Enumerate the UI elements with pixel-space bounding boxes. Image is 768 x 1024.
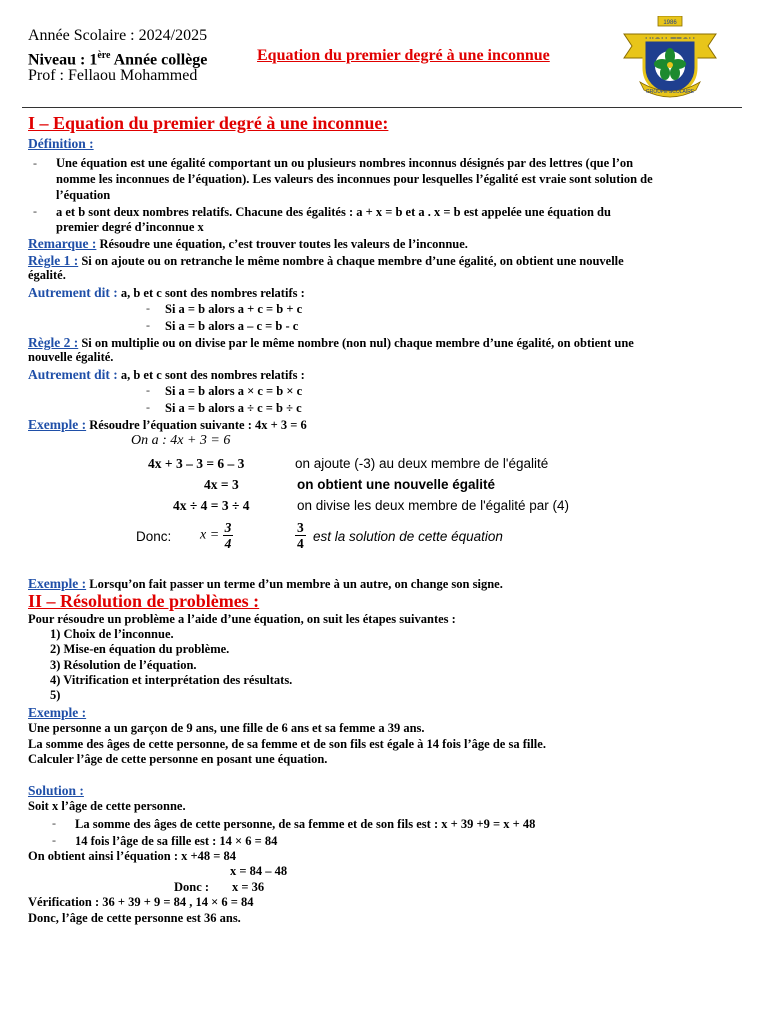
- solution-numerator: 3: [297, 520, 304, 535]
- fraction-numerator: 3: [224, 520, 232, 535]
- bullet-dash: -: [146, 383, 150, 397]
- regle2-label: Règle 2 :: [28, 335, 79, 350]
- solution-line1: Soit x l’âge de cette personne.: [28, 799, 186, 813]
- example-line1: Une personne a un garçon de 9 ans, une fille de 6 ans et sa femme a 39 ans.: [28, 721, 425, 735]
- school-year: Année Scolaire : 2024/2025: [28, 27, 208, 44]
- level: [28, 47, 207, 69]
- step2-note: on obtient une nouvelle égalité: [297, 477, 496, 492]
- final-answer: Donc, l’âge de cette personne est 36 ans.: [28, 911, 241, 925]
- rule1-item2: Si a = b alors a – c = b - c: [165, 319, 299, 333]
- level-suffix: Année collège: [110, 51, 208, 69]
- autrement2-label: Autrement dit :: [28, 367, 118, 382]
- logo-emblem-icon: [622, 16, 718, 98]
- step3-equation: 4x ÷ 4 = 3 ÷ 4: [173, 498, 250, 513]
- verification: Vérification : 36 + 39 + 9 = 84 , 14 × 6 = 84: [28, 895, 254, 909]
- bullet-dash: -: [52, 833, 56, 847]
- definition-label: Définition :: [28, 136, 94, 151]
- regle1-line2: égalité.: [28, 268, 66, 282]
- solution-step: x = 84 – 48: [230, 864, 288, 878]
- regle2: [28, 335, 634, 351]
- ona-line: On a : 4x + 3 = 6: [131, 433, 231, 448]
- solution-item2: 14 fois l’âge de sa fille est : 14 × 6 = 84: [75, 834, 278, 848]
- solution-fraction: [295, 520, 306, 551]
- solution-item1: La somme des âges de cette personne, de sa femme et de son fils est : x + 39 +9 = x + 48: [75, 817, 536, 831]
- step-item: 1) Choix de l’inconnue.: [50, 627, 174, 641]
- bullet-dash: -: [146, 318, 150, 332]
- solution-result: x = 36: [232, 880, 265, 894]
- x-fraction: [200, 520, 233, 551]
- autrement2: [28, 367, 305, 383]
- step-item: 5): [50, 688, 61, 702]
- exemple2: [28, 576, 503, 592]
- def-item1-line3: l’équation: [56, 188, 111, 202]
- solution-denominator: 4: [297, 536, 304, 551]
- rule2-item1: Si a = b alors a × c = b × c: [165, 384, 303, 398]
- solution-donc: Donc :: [174, 880, 210, 894]
- def-item1-line1: Une équation est une égalité comportant un ou plusieurs nombres inconnus désignés par des lettres (que l’on: [56, 156, 634, 170]
- exemple1: [28, 417, 307, 433]
- section2-intro: Pour résoudre un problème a l’aide d’une équation, on suit les étapes suivantes :: [28, 612, 456, 626]
- bullet-dash: -: [52, 816, 56, 830]
- section2-exemple-label: Exemple :: [28, 705, 87, 720]
- section1-heading: I – Equation du premier degré à une inconnue:: [28, 113, 389, 133]
- def-item1-line2: nomme les inconnues de l’équation). Les valeurs des inconnues pour lesquelles l’égalité est vraie sont solution de: [56, 172, 653, 186]
- example-line2: La somme des âges de cette personne, de sa femme et de son fils est égale à 14 fois l’âge de sa fille.: [28, 737, 546, 751]
- regle2-line1: Si on multiplie ou on divise par le même nombre (non nul) chaque membre d’une égalité, on obtient une: [78, 336, 634, 350]
- school-logo: [622, 16, 718, 98]
- rule2-item2: Si a = b alors a ÷ c = b ÷ c: [165, 401, 302, 415]
- section2-heading: II – Résolution de problèmes :: [28, 591, 260, 611]
- regle1-label: Règle 1 :: [28, 253, 79, 268]
- step-item: 3) Résolution de l’équation.: [50, 658, 197, 672]
- document-title: Equation du premier degré à une inconnue: [257, 47, 550, 64]
- def-item2-line1: a et b sont deux nombres relatifs. Chacune des égalités : a + x = b et a . x = b est appelée une équation du: [56, 205, 611, 219]
- autrement2-text: a, b et c sont des nombres relatifs :: [117, 368, 305, 382]
- def-item2-line2: premier degré d’inconnue x: [56, 220, 204, 234]
- exemple1-text: Résoudre l’équation suivante : 4x + 3 = 6: [86, 418, 307, 432]
- level-sup: ère: [97, 50, 111, 61]
- bullet-dash: -: [33, 204, 37, 218]
- step1-equation: 4x + 3 – 3 = 6 – 3: [148, 456, 245, 471]
- example-line3: Calculer l’âge de cette personne en posant une équation.: [28, 752, 328, 766]
- autrement1: [28, 285, 305, 301]
- teacher-name: Prof : Fellaou Mohammed: [28, 67, 198, 84]
- step2-equation: 4x = 3: [204, 477, 239, 492]
- solution-equation: On obtient ainsi l’équation : x +48 = 84: [28, 849, 237, 863]
- level-prefix: Niveau : 1: [28, 51, 98, 69]
- remarque-label: Remarque :: [28, 236, 97, 251]
- step1-note: on ajoute (-3) au deux membre de l'égalité: [295, 456, 549, 471]
- logo-bottom-text: GROUPE SCOLAIRE: [645, 89, 695, 95]
- remarque: [28, 236, 468, 252]
- solution-label: Solution :: [28, 783, 84, 798]
- regle1: [28, 253, 624, 269]
- remarque-text: Résoudre une équation, c’est trouver toutes les valeurs de l’inconnue.: [96, 237, 468, 251]
- x-equals: x =: [200, 527, 220, 543]
- bullet-dash: -: [146, 301, 150, 315]
- exemple2-text: Lorsqu’on fait passer un terme d’un membre à un autre, on change son signe.: [86, 577, 503, 591]
- bullet-dash: -: [33, 156, 37, 170]
- rule1-item1: Si a = b alors a + c = b + c: [165, 302, 303, 316]
- regle1-line1: Si on ajoute ou on retranche le même nombre à chaque membre d’une égalité, on obtient une nouvelle: [78, 254, 624, 268]
- autrement1-label: Autrement dit :: [28, 285, 118, 300]
- exemple2-label: Exemple :: [28, 576, 87, 591]
- exemple1-label: Exemple :: [28, 417, 87, 432]
- solution-note: est la solution de cette équation: [313, 529, 503, 544]
- header-divider: [22, 107, 742, 108]
- bullet-dash: -: [146, 400, 150, 414]
- donc-label: Donc:: [136, 529, 172, 544]
- step-item: 2) Mise-en équation du problème.: [50, 642, 230, 656]
- regle2-line2: nouvelle égalité.: [28, 350, 114, 364]
- step-item: 4) Vitrification et interprétation des résultats.: [50, 673, 293, 687]
- fraction-denominator: 4: [224, 536, 232, 551]
- step3-note: on divise les deux membre de l'égalité par (4): [297, 498, 569, 513]
- autrement1-text: a, b et c sont des nombres relatifs :: [117, 286, 305, 300]
- logo-year: 1986: [663, 20, 677, 26]
